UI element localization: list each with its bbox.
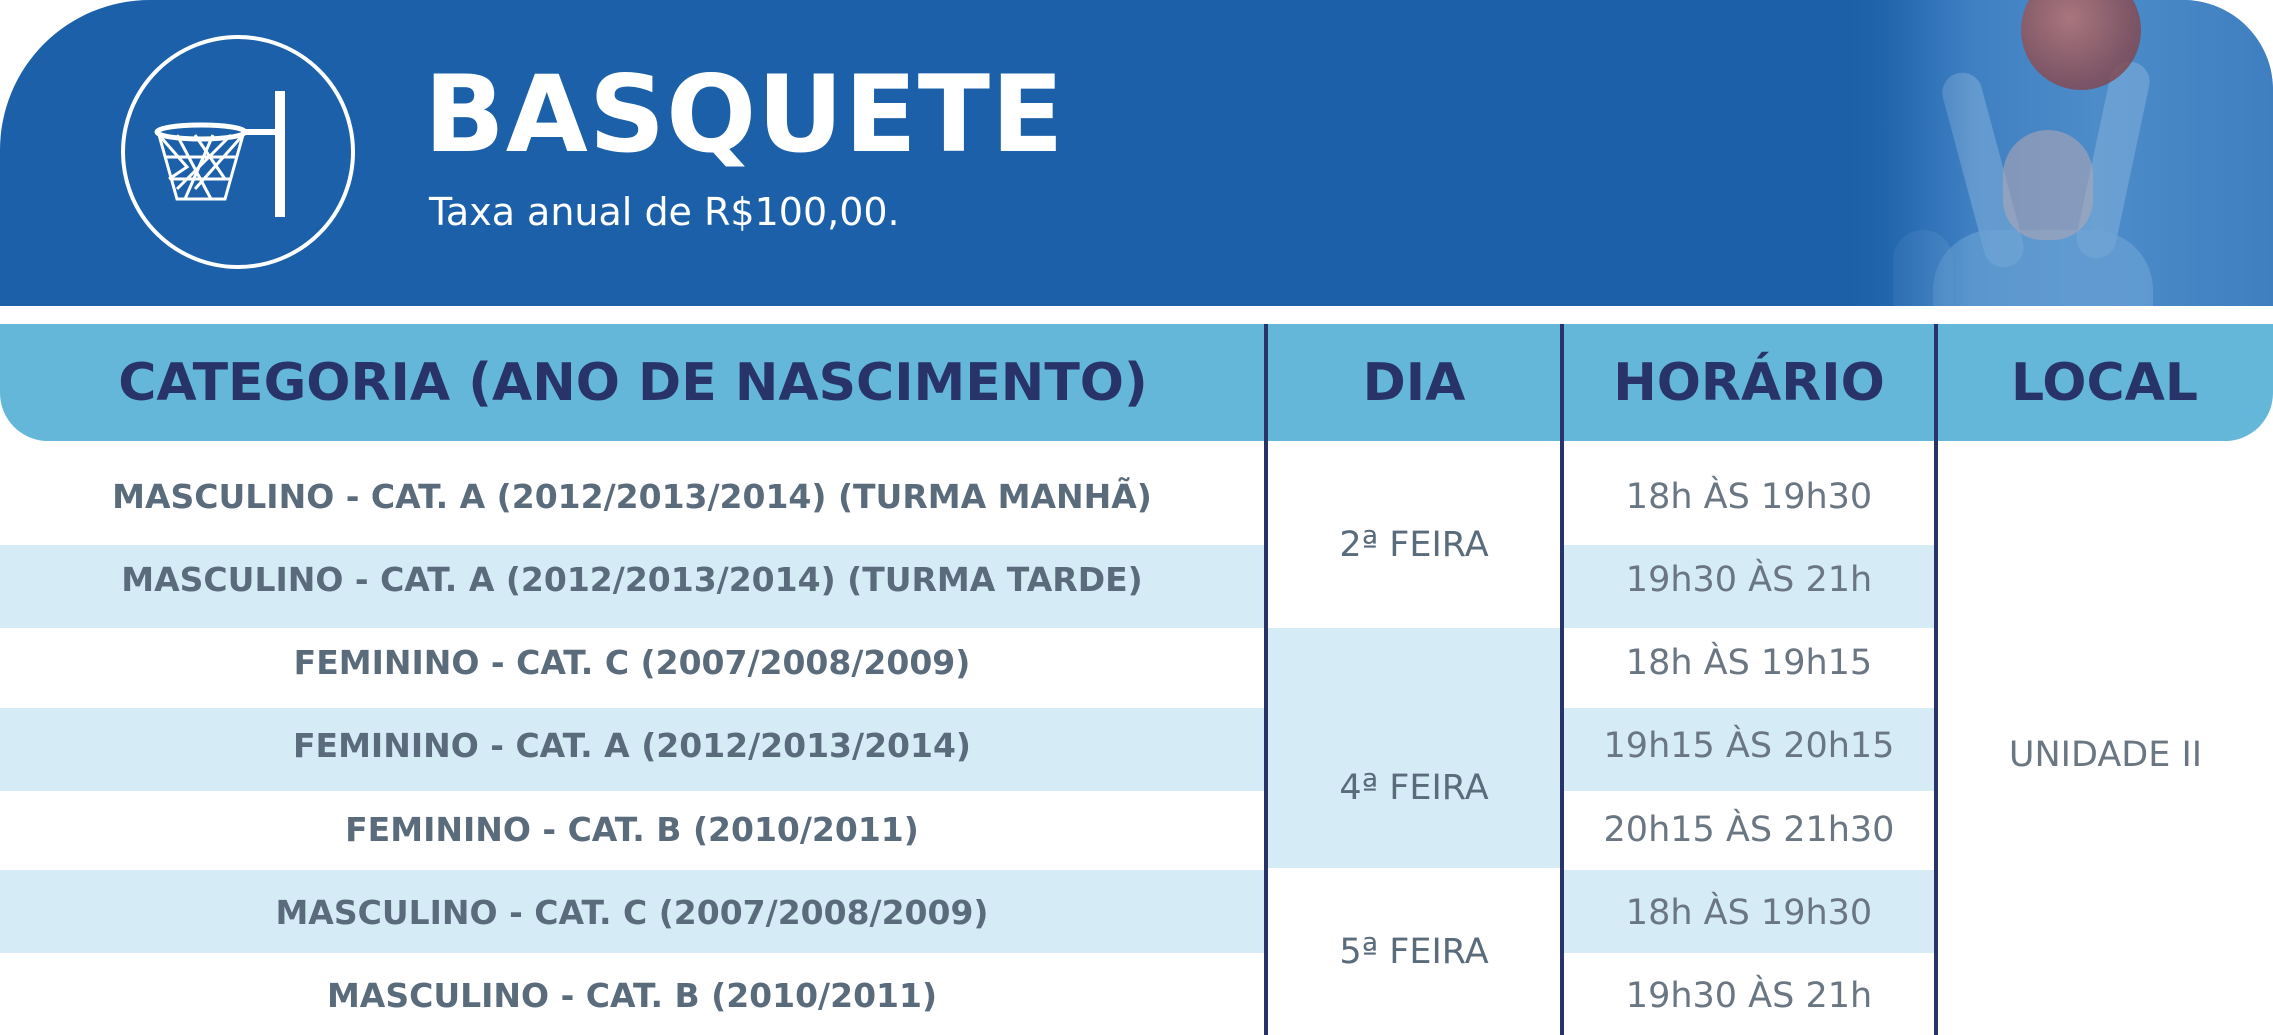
- category-cell: MASCULINO - CAT. A (2012/2013/2014) (TURMA TARDE): [121, 560, 1143, 599]
- day-cell: 4ª FEIRA: [1339, 768, 1489, 808]
- location-cell: UNIDADE II: [2008, 735, 2203, 775]
- column-header-dia: DIA: [1362, 352, 1466, 413]
- player-photo: [1833, 0, 2273, 306]
- column-header-categoria: CATEGORIA (ANO DE NASCIMENTO): [118, 352, 1148, 413]
- time-cell: 18h ÀS 19h15: [1625, 642, 1873, 683]
- table-header: [0, 324, 2273, 441]
- category-cell: MASCULINO - CAT. C (2007/2008/2009): [275, 893, 989, 932]
- category-cell: MASCULINO - CAT. B (2010/2011): [326, 976, 938, 1015]
- basketball-hoop-icon: [121, 35, 355, 269]
- day-cell: 5ª FEIRA: [1339, 932, 1489, 972]
- time-cell: 19h30 ÀS 21h: [1625, 559, 1873, 600]
- category-cell: MASCULINO - CAT. A (2012/2013/2014) (TURMA MANHÃ): [112, 477, 1152, 516]
- header-banner: [0, 0, 2273, 306]
- page-title: BASQUETE: [424, 53, 1065, 176]
- category-cell: FEMININO - CAT. B (2010/2011): [345, 810, 919, 849]
- time-cell: 19h15 ÀS 20h15: [1603, 725, 1895, 766]
- column-header-horario: HORÁRIO: [1613, 352, 1885, 413]
- time-cell: 18h ÀS 19h30: [1625, 892, 1873, 933]
- time-cell: 20h15 ÀS 21h30: [1603, 809, 1895, 850]
- column-header-local: LOCAL: [2010, 352, 2199, 413]
- category-cell: FEMININO - CAT. C (2007/2008/2009): [293, 643, 971, 682]
- day-cell: 2ª FEIRA: [1339, 525, 1489, 565]
- time-cell: 18h ÀS 19h30: [1625, 476, 1873, 517]
- time-cell: 19h30 ÀS 21h: [1625, 975, 1873, 1016]
- column-divider: [1934, 324, 1938, 1035]
- category-cell: FEMININO - CAT. A (2012/2013/2014): [293, 726, 971, 765]
- annual-fee-text: Taxa anual de R$100,00.: [429, 190, 900, 234]
